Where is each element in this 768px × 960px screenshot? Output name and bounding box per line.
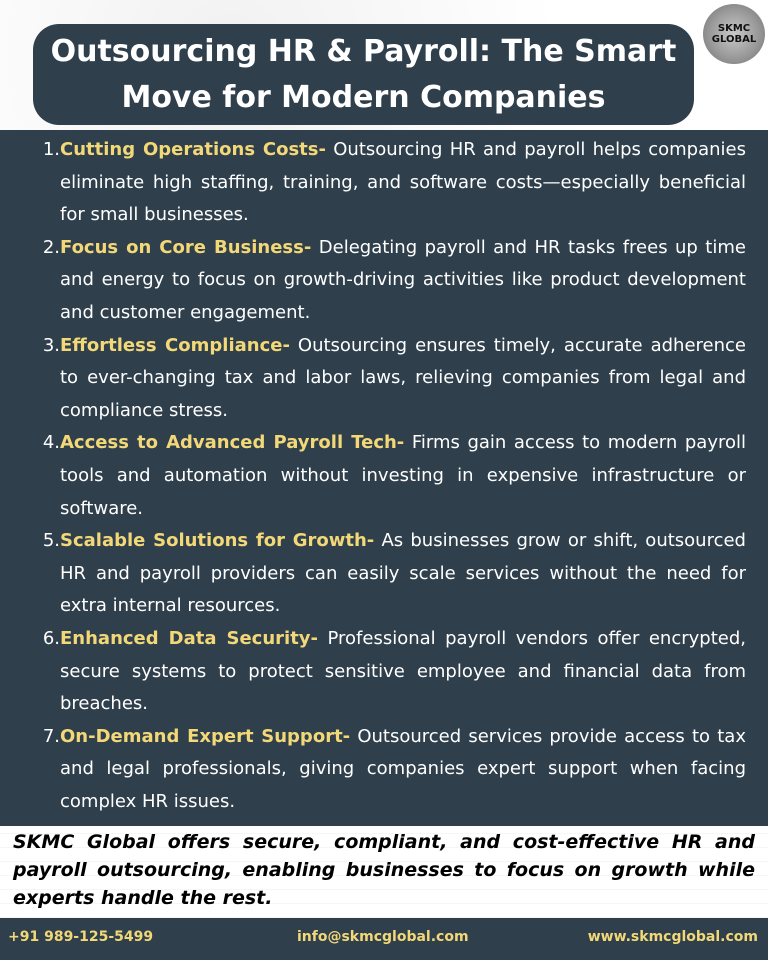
list-item [32, 330, 746, 428]
item-number: 7. [42, 725, 60, 747]
item-heading: Enhanced Data Security- [60, 627, 319, 649]
item-heading: Access to Advanced Payroll Tech- [60, 432, 405, 454]
item-number: 4. [42, 432, 60, 454]
page-title: Outsourcing HR & Payroll: The Smart Move for Modern Companies [50, 33, 677, 115]
list-item [32, 427, 746, 525]
item-description: Professional payroll vendors offer encrypted, secure systems to protect sensitive employee and financial data from breaches. [60, 627, 746, 715]
summary-text: SKMC Global offers secure, compliant, and cost-effective HR and payroll outsourcing, enabling businesses to focus on growth while experts handle the rest. [13, 831, 755, 909]
item-heading: Cutting Operations Costs- [60, 139, 326, 160]
item-number: 2. [42, 236, 60, 258]
list-item [32, 134, 746, 232]
item-number: 3. [42, 334, 60, 356]
list-item [32, 232, 746, 330]
item-description: Outsourced services provide access to tax and legal professionals, giving companies expert support when facing complex HR issues. [60, 725, 746, 812]
list-item [32, 525, 746, 623]
item-number: 5. [42, 530, 60, 552]
skmc-global-logo [703, 4, 765, 64]
item-description: Outsourcing ensures timely, accurate adherence to ever-changing tax and labor laws, relieving companies from legal and compliance stress. [60, 334, 746, 421]
item-heading: Scalable Solutions for Growth- [60, 530, 375, 552]
logo-text-line-2: GLOBAL [711, 34, 757, 45]
summary-banner [0, 826, 768, 918]
item-description: Delegating payroll and HR tasks frees up time and energy to focus on growth-driving activities like product development and customer engagement. [60, 236, 746, 323]
list-item [32, 721, 746, 819]
header [0, 0, 768, 130]
logo-text-line-1: SKMC [717, 23, 751, 34]
title-banner [33, 24, 694, 125]
website-link[interactable]: www.skmcglobal.com [587, 929, 758, 945]
benefits-list-section [32, 134, 746, 818]
list-item [32, 623, 746, 721]
item-description: As businesses grow or shift, outsourced HR and payroll providers can easily scale services without the need for extra internal resources. [60, 530, 746, 617]
benefits-list [32, 134, 746, 818]
item-number: 1. [42, 139, 60, 160]
phone-number[interactable]: +91 989-125-5499 [8, 929, 154, 945]
contact-footer [0, 918, 768, 960]
item-heading: On-Demand Expert Support- [60, 725, 351, 747]
item-heading: Focus on Core Business- [60, 236, 312, 258]
item-number: 6. [42, 627, 60, 649]
email-link[interactable]: info@skmcglobal.com [297, 929, 469, 945]
item-description: Firms gain access to modern payroll tools and automation without investing in expensive infrastructure or software. [60, 432, 746, 519]
item-heading: Effortless Compliance- [60, 334, 290, 356]
item-description: Outsourcing HR and payroll helps companies eliminate high staffing, training, and software costs—especially beneficial for small businesses. [60, 139, 746, 226]
